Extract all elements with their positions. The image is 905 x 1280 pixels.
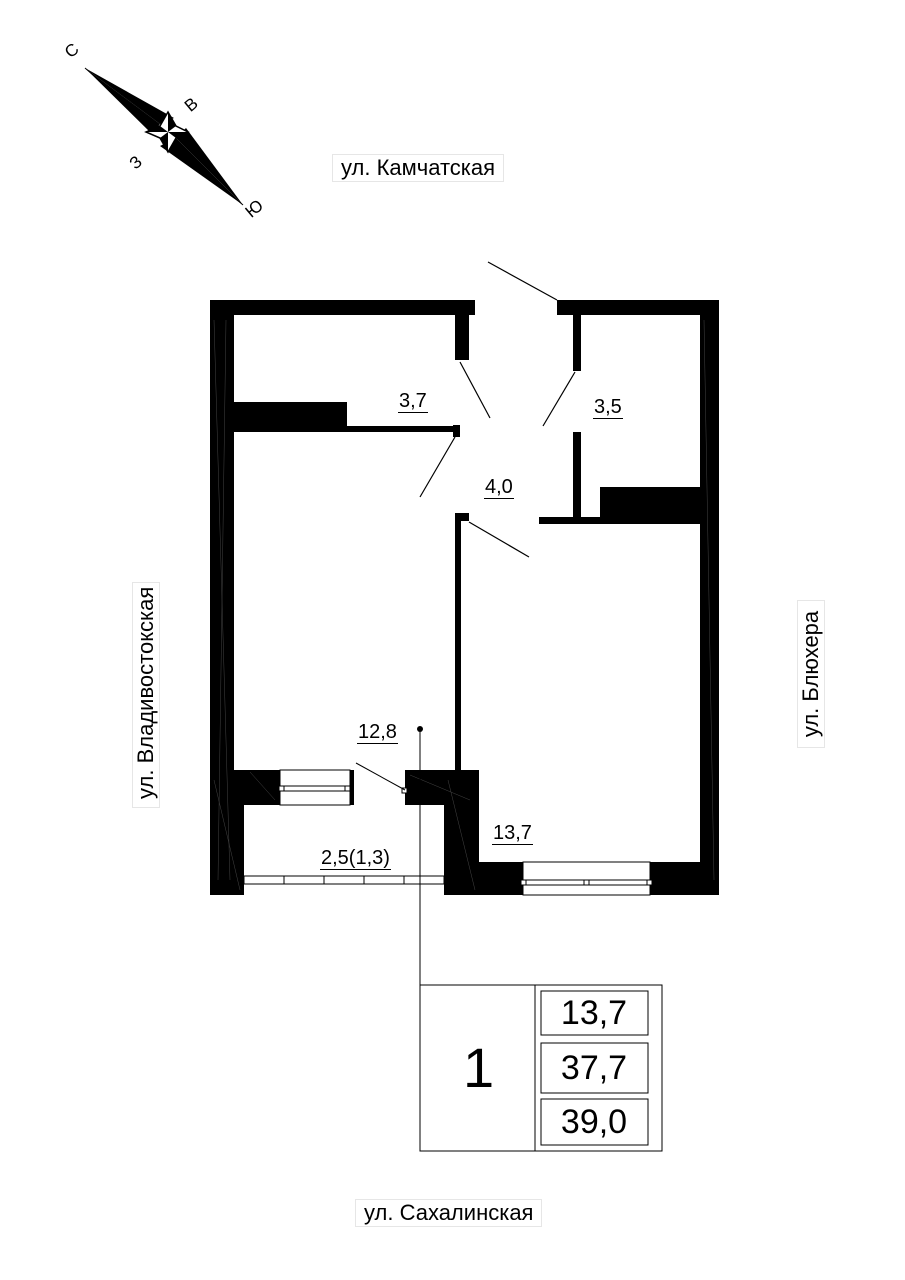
leader-line [417,726,423,985]
rooms-count: 1 [463,1036,495,1099]
bathroom-area: 3,7 [399,390,427,412]
kitchen-area: 12,8 [358,721,397,743]
street-north-label: ул. Камчатская [333,155,503,181]
total-area-value: 37,7 [560,1049,628,1087]
living-room-area: 13,7 [493,822,532,844]
kitchen-window [279,770,350,805]
compass-rose-icon [85,68,243,205]
living-room-window [521,862,652,895]
hallway-area: 4,0 [485,476,513,498]
street-east-label: ул. Блюхера [798,601,824,747]
toilet-area: 3,5 [594,396,622,418]
total-with-balcony-value: 39,0 [560,1103,628,1141]
balcony-door [356,763,407,793]
balcony-area: 2,5(1,3) [321,847,390,869]
compass-south-letter: Ю [241,195,267,222]
balcony-glazing [244,876,444,884]
street-south-label: ул. Сахалинская [356,1200,541,1226]
living-area-value: 13,7 [560,994,628,1032]
compass-north-letter: С [61,39,83,62]
compass-east-letter: В [180,93,202,116]
compass-west-letter: З [125,152,146,174]
street-west-label: ул. Владивостокская [133,583,159,807]
walls [210,300,719,895]
